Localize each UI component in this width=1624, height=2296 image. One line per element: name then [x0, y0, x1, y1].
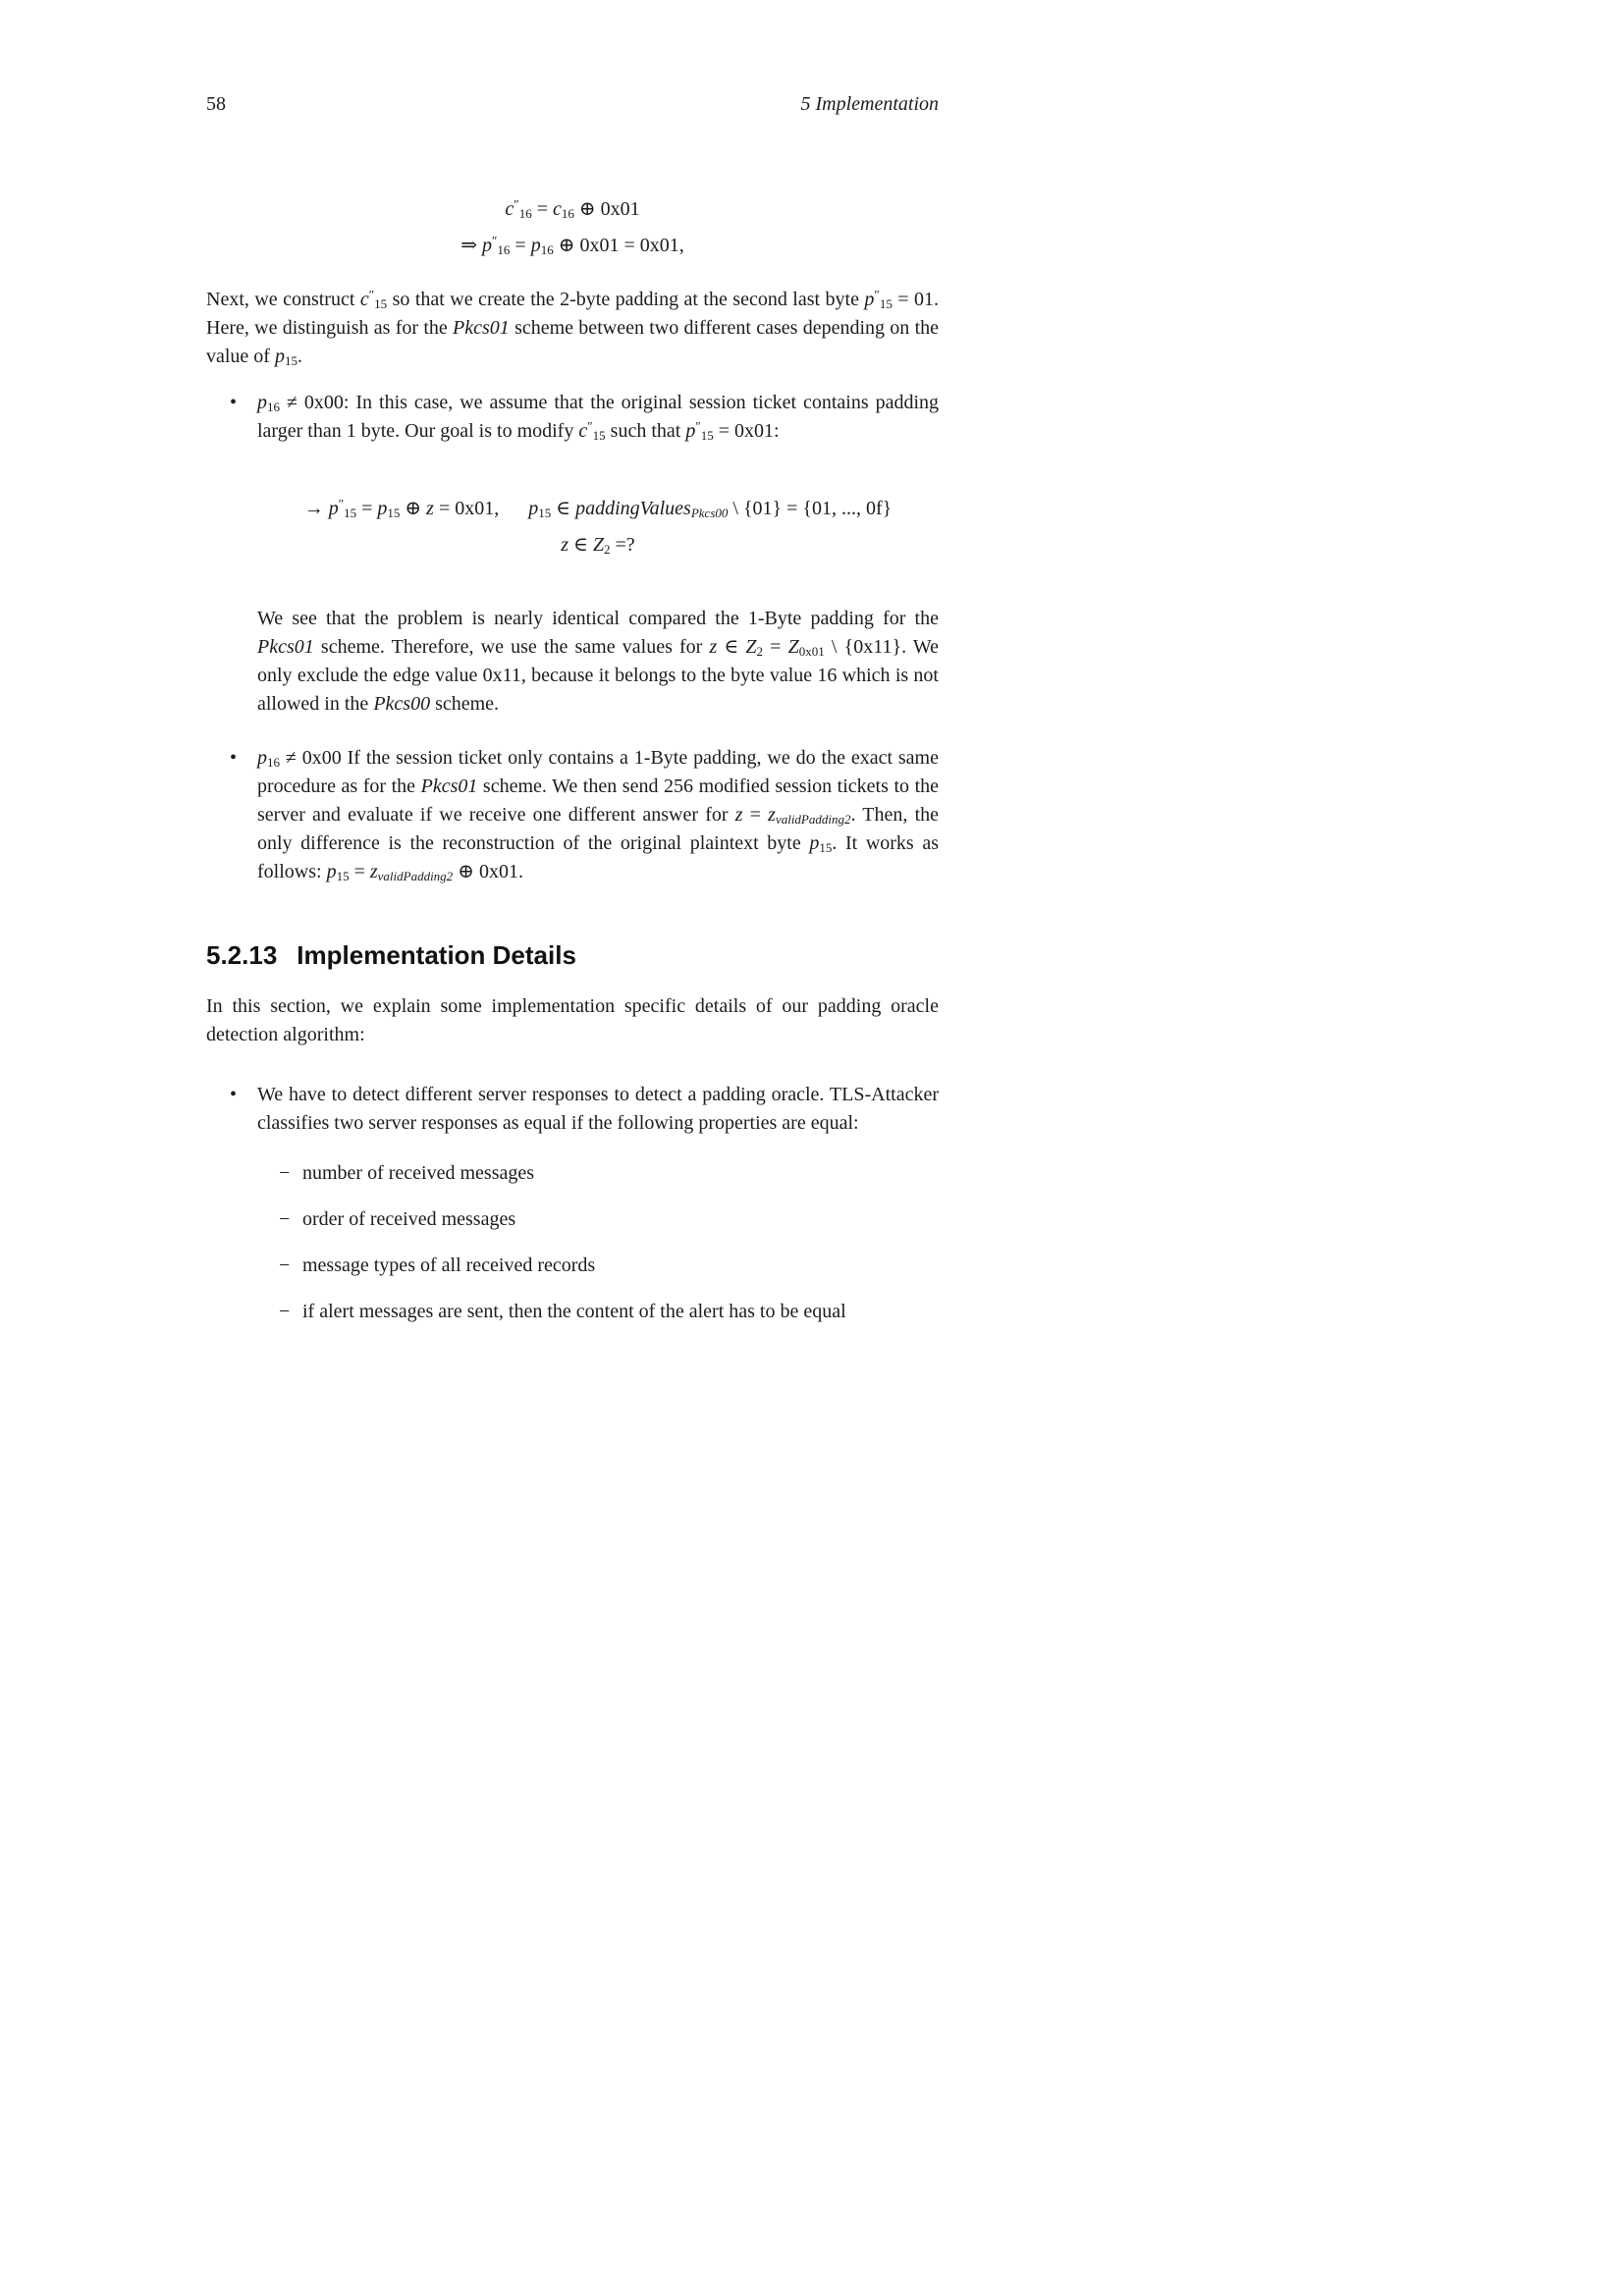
bullet-icon: •	[230, 392, 238, 413]
equation-block-c16	[206, 191, 939, 264]
list-item-alert-content	[279, 1298, 939, 1326]
section-number: 5.2.13	[206, 940, 278, 970]
dash-item-text: number of received messages	[302, 1162, 535, 1184]
paragraph-section-intro: In this section, we explain some implementation specific details of our padding oracle detection algorithm:	[206, 995, 939, 1045]
equation-line-2: ⇒ $p''_{16} = p_{16}$ ⊕ 0x01 = 0x01,	[460, 233, 684, 257]
equation-line-2: z ∈ $Z_2$ =?	[561, 534, 635, 557]
bullet-intro-text: $p_{16} \ne 0x00$ If the session ticket only contains a 1-Byte padding, we do the exact same procedure as for the Pkcs01 scheme. We then send 256 modified session tickets to the server and evaluate if we receive one different answer for $z = z_{validPadding2}$. Then, the only difference is the reconstruction of the original plaintext byte $p_{15}$. It works as follows: $p_{15} = z_{validPadding2}$ ⊕ 0x01.	[257, 747, 940, 883]
bullet-body-text: We see that the problem is nearly identical compared the 1-Byte padding for the Pkcs01 scheme. Therefore, we use the same values for z ∈ $Z_2 = Z_{0x01}$ \ {0x11}. We only exclude the edge value 0x11, because it belongs to the byte value 16 which is not allowed in the Pkcs00 scheme.	[257, 608, 940, 715]
details-bullet-list	[206, 1081, 939, 1326]
equation-line-1: → $p''_{15} = p_{15}$ ⊕ z = 0x01, $p_{15}$ ∈ paddingValues$_{Pkcs00}$ \ {01} = {01, ..., 0f}	[303, 496, 893, 520]
dash-item-text: message types of all received records	[302, 1255, 596, 1276]
list-item-order-of-messages	[279, 1205, 939, 1234]
section-title: Implementation Details	[297, 940, 576, 970]
paragraph-construct-c15: Next, we construct $c''_{15}$ so that we create the 2-byte padding at the second last byte $p''_{15} = 01$. Here, we distinguish as for the Pkcs01 scheme between two different cases depending on the value of $p_{15}$.	[206, 287, 940, 368]
dash-icon: −	[279, 1162, 291, 1184]
equation-line-1: $c''_{16} = c_{16}$ ⊕ 0x01	[505, 196, 640, 221]
dash-item-text: order of received messages	[302, 1208, 516, 1230]
list-item-message-types	[279, 1252, 939, 1280]
list-item-case-one-byte-padding	[230, 744, 940, 886]
bullet-icon: •	[230, 1084, 238, 1105]
dash-icon: −	[279, 1208, 291, 1230]
bullet-intro-text: $p_{16} \ne 0x00$: In this case, we assume that the original session ticket contains padding larger than 1 byte. Our goal is to modify $c''_{15}$ such that $p''_{15} = 0x01$:	[257, 392, 939, 443]
list-item-case-padding-larger	[230, 389, 940, 719]
dash-icon: −	[279, 1301, 291, 1322]
running-header-chapter: 5 Implementation	[800, 93, 939, 115]
equality-properties-list	[257, 1159, 939, 1326]
bullet-intro-text: We have to detect different server responses to detect a padding oracle. TLS-Attacker classifies two server responses as equal if the following properties are equal:	[257, 1084, 939, 1134]
list-item-number-of-messages	[279, 1159, 939, 1188]
bullet-icon: •	[230, 747, 238, 769]
list-item-server-responses	[230, 1081, 939, 1326]
equation-block-p15	[257, 491, 939, 563]
page-content	[206, 0, 939, 1326]
page-number: 58	[206, 93, 226, 115]
dash-icon: −	[279, 1255, 291, 1276]
dash-item-text: if alert messages are sent, then the content of the alert has to be equal	[302, 1301, 846, 1322]
page-header	[206, 90, 939, 119]
section-heading	[206, 939, 939, 971]
case-bullet-list	[206, 389, 939, 886]
